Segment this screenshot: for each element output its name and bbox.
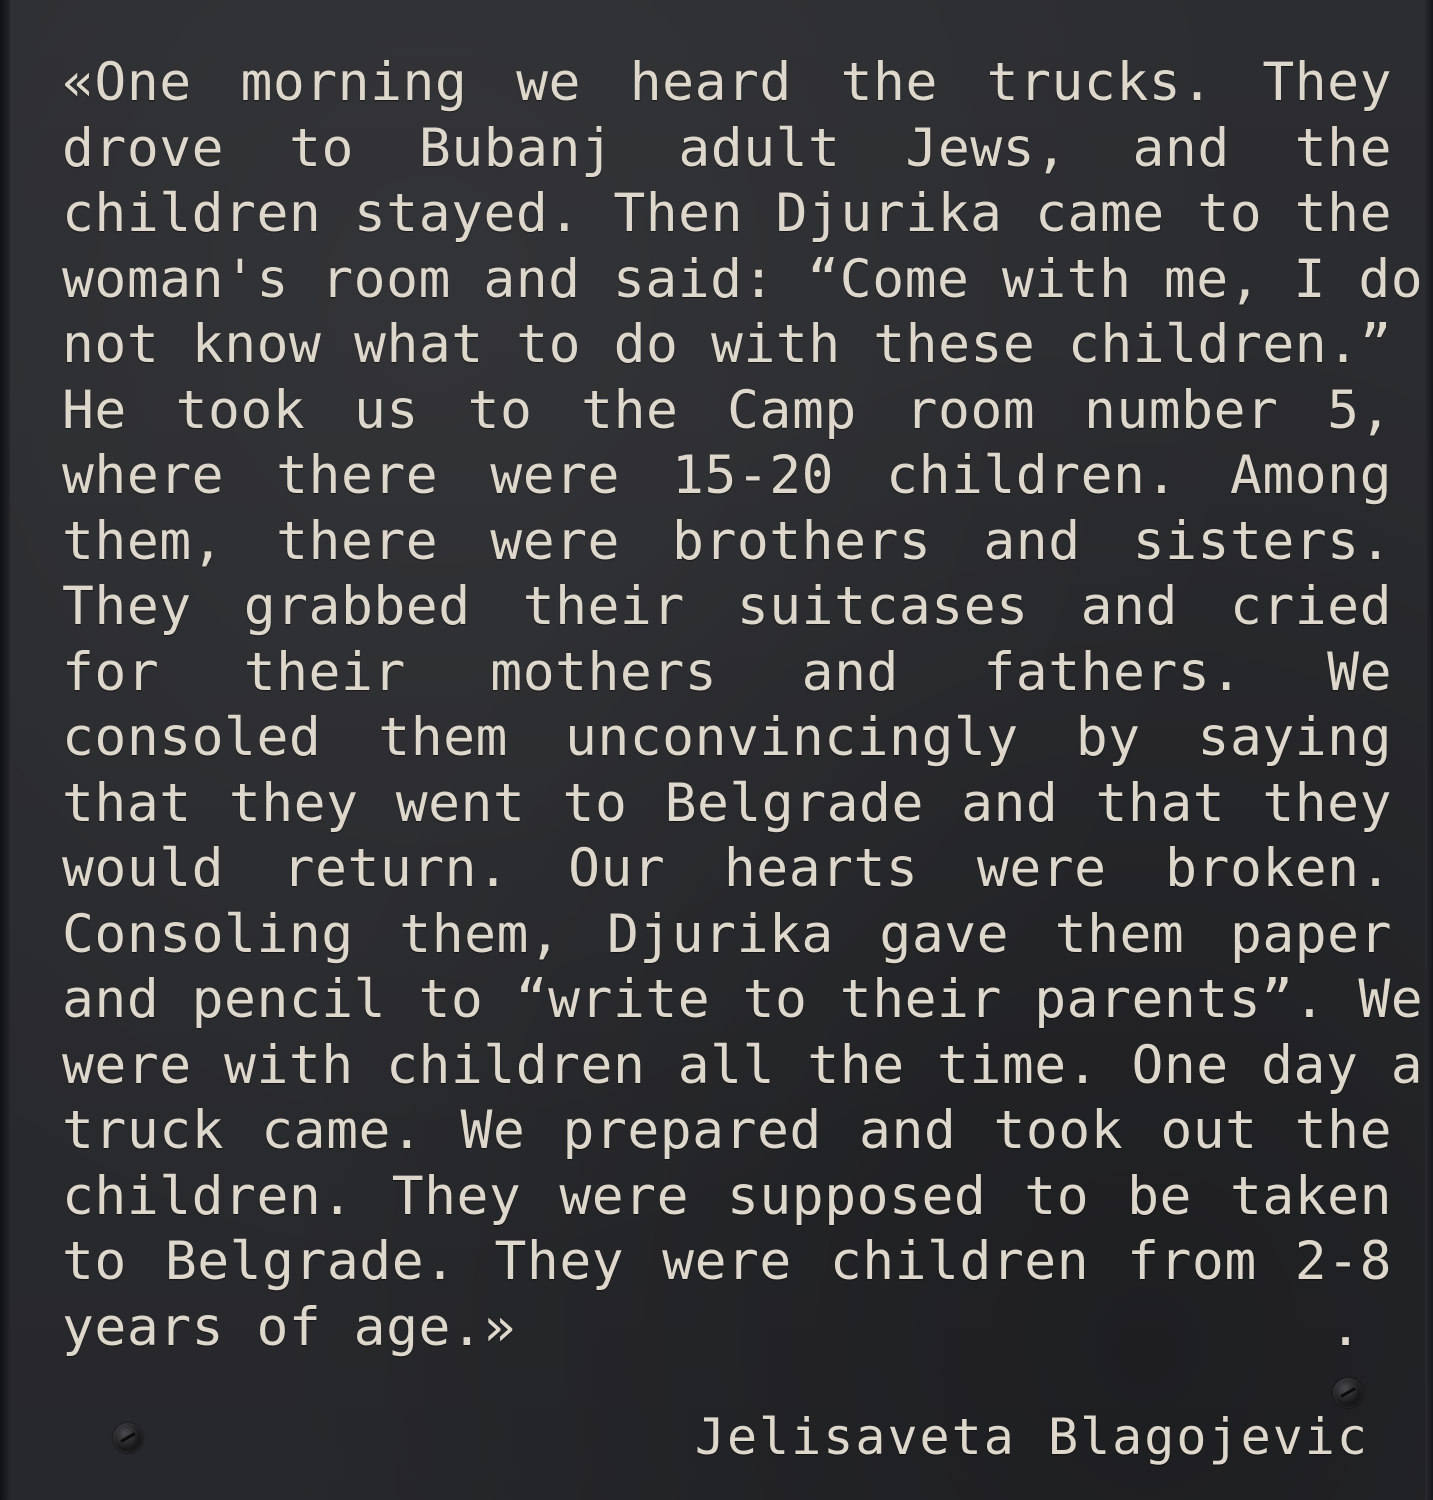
testimony-line: consoled them unconvincingly by saying [62, 707, 1392, 768]
screw-icon [1333, 1378, 1363, 1408]
testimony-line: to Belgrade. They were children from 2-8 [62, 1231, 1392, 1292]
testimony-line: were with children all the time. One day a [62, 1034, 1424, 1096]
screw-icon [113, 1423, 143, 1453]
testimony-text [62, 50, 1424, 1360]
testimony-line: Consoling them, Djurika gave them paper [62, 903, 1392, 965]
testimony-line: children. They were supposed to be taken [62, 1165, 1392, 1227]
testimony-line-last [62, 1295, 1392, 1361]
testimony-line: They grabbed their suitcases and cried [62, 576, 1392, 637]
testimony-line: drove to Bubanj adult Jews, and the [62, 117, 1392, 179]
testimony-line: would return. Our hearts were broken. [62, 838, 1392, 899]
testimony-line: children stayed. Then Djurika came to the [62, 183, 1392, 244]
testimony-line: «One morning we heard the trucks. They [62, 52, 1392, 113]
testimony-line: years of age.» [62, 1296, 516, 1358]
testimony-line: them, there were brothers and sisters. [62, 510, 1392, 572]
testimony-line: He took us to the Camp room number 5, [62, 379, 1392, 441]
testimony-line: for their mothers and fathers. We [62, 641, 1392, 703]
testimony-line: and pencil to “write to their parents”. We [62, 969, 1424, 1030]
testimony-line: woman's room and said: “Come with me, I do [62, 248, 1424, 310]
testimony-line: truck came. We prepared and took out the [62, 1100, 1392, 1161]
testimony-line: that they went to Belgrade and that they [62, 772, 1392, 834]
signature: Jelisaveta Blagojevic [694, 1408, 1369, 1466]
testimony-line: not know what to do with these children.” [62, 314, 1392, 375]
testimony-line: where there were 15-20 children. Among [62, 445, 1392, 506]
stray-mark: . [1329, 1296, 1362, 1358]
